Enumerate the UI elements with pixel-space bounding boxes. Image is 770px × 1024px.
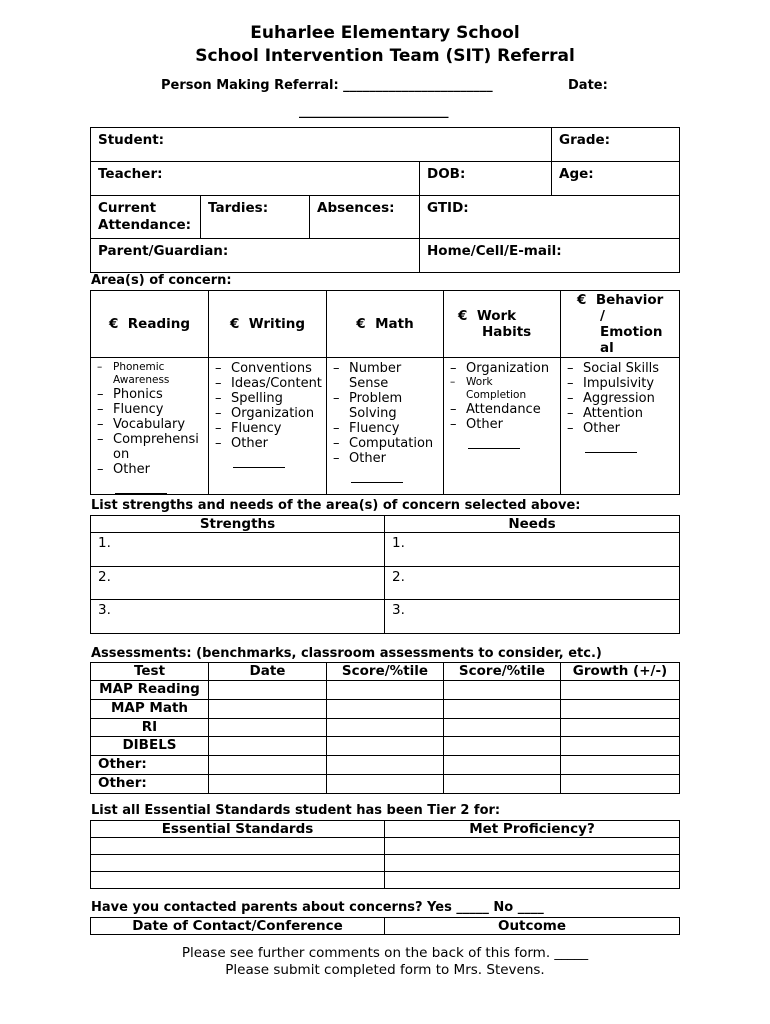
table-cell[interactable] [561, 775, 680, 794]
parent-guardian-field[interactable] [91, 239, 420, 273]
other-blank-line[interactable] [233, 455, 285, 468]
behavior-label-4: al [600, 340, 614, 356]
behavior-label-1: Behavior [595, 292, 664, 308]
person-making-referral-label: Person Making Referral: _______________________ [161, 78, 493, 93]
strength-row-1[interactable]: 1. [91, 533, 385, 567]
list-item[interactable] [97, 361, 208, 387]
table-cell[interactable] [209, 700, 327, 719]
met-proficiency-header: Met Proficiency? [385, 821, 680, 838]
strengths-needs-heading: List strengths and needs of the area(s) of concern selected above: [91, 498, 581, 513]
absences-label: Absences: [317, 200, 395, 216]
col-score-2: Score/%tile [444, 663, 561, 681]
list-item[interactable]: – Other [450, 417, 560, 432]
list-item[interactable]: – Impulsivity [567, 376, 679, 391]
parent-contact-question[interactable]: Have you contacted parents about concerns? Yes _____ No ____ [91, 900, 544, 915]
table-cell[interactable] [561, 719, 680, 737]
age-label: Age: [559, 166, 594, 182]
grade-field[interactable] [552, 128, 680, 162]
need-row-2[interactable]: 2. [385, 567, 680, 600]
reading-checkbox-icon[interactable]: € [108, 316, 119, 332]
table-cell[interactable] [444, 681, 561, 700]
writing-subitems [209, 358, 327, 495]
age-field[interactable] [552, 162, 680, 196]
list-item[interactable] [97, 432, 208, 462]
list-item[interactable] [450, 376, 560, 402]
math-checkbox-icon[interactable]: € [356, 316, 366, 332]
other-blank-line[interactable] [351, 470, 403, 483]
table-cell[interactable] [444, 719, 561, 737]
table-cell[interactable] [327, 775, 444, 794]
essential-standards-table [90, 820, 680, 889]
subitem-label: Comprehensi [113, 432, 199, 447]
area-writing[interactable] [209, 291, 327, 358]
table-cell[interactable] [209, 719, 327, 737]
tardies-field[interactable] [201, 196, 310, 239]
table-cell[interactable] [561, 756, 680, 775]
list-item[interactable]: – Fluency [215, 421, 326, 436]
table-cell[interactable] [385, 855, 680, 872]
gtid-field[interactable] [420, 196, 680, 239]
assessments-table [90, 662, 680, 794]
date-of-contact-header: Date of Contact/Conference [91, 918, 385, 935]
work-habits-subitems [444, 358, 561, 495]
list-item[interactable]: – Other [567, 421, 679, 436]
subitem-label: Work [466, 376, 493, 388]
tardies-label: Tardies: [208, 200, 269, 216]
school-name: Euharlee Elementary School [250, 23, 520, 43]
list-item[interactable]: – Fluency [97, 402, 208, 417]
test-ri: RI [91, 719, 209, 737]
subitem-label: Awareness [113, 374, 170, 386]
essential-standards-heading: List all Essential Standards student has been Tier 2 for: [91, 803, 501, 818]
subitem-label: Solving [349, 406, 397, 421]
subitem-label: Problem [349, 391, 403, 406]
table-cell[interactable] [561, 700, 680, 719]
list-item[interactable]: – Spelling [215, 391, 326, 406]
essential-standards-header: Essential Standards [91, 821, 385, 838]
work-habits-label-2: Habits [482, 324, 532, 340]
writing-checkbox-icon[interactable]: € [229, 316, 240, 332]
need-row-3[interactable]: 3. [385, 600, 680, 634]
subitem-label: Number [349, 361, 402, 376]
list-item[interactable]: – Ideas/Content [215, 376, 326, 391]
reading-label: Reading [127, 316, 191, 332]
parent-contact-table [90, 917, 680, 935]
table-cell[interactable] [209, 756, 327, 775]
student-info-table [90, 127, 680, 273]
subitem-label: Sense [349, 376, 389, 391]
date-label: Date: [568, 78, 608, 93]
teacher-field[interactable] [91, 162, 420, 196]
list-item[interactable] [333, 361, 443, 391]
table-cell[interactable] [327, 681, 444, 700]
list-item[interactable]: – Other [97, 462, 208, 477]
table-cell[interactable] [91, 855, 385, 872]
test-other-2[interactable]: Other: [91, 775, 209, 794]
table-cell[interactable] [327, 756, 444, 775]
strengths-header: Strengths [91, 516, 385, 533]
list-item[interactable] [333, 391, 443, 421]
list-item[interactable]: – Other [215, 436, 326, 451]
table-cell[interactable] [327, 719, 444, 737]
current-attendance-label-1: Current [98, 200, 157, 216]
absences-field[interactable] [310, 196, 420, 239]
footer-comments-note: Please see further comments on the back of this form. _____ [181, 945, 589, 961]
list-item[interactable]: – Attendance [450, 402, 560, 417]
table-cell[interactable] [444, 700, 561, 719]
other-blank-line[interactable] [115, 481, 167, 494]
test-other-1[interactable]: Other: [91, 756, 209, 775]
table-cell[interactable] [209, 737, 327, 756]
table-cell[interactable] [561, 737, 680, 756]
behavior-label-2: / [600, 308, 605, 324]
col-test: Test [91, 663, 209, 681]
subitem-label: Phonemic [113, 361, 165, 373]
date-line: _______________________ [299, 104, 449, 119]
dob-field[interactable] [420, 162, 552, 196]
form-title: School Intervention Team (SIT) Referral [195, 46, 575, 66]
gtid-label: GTID: [427, 200, 469, 216]
col-growth: Growth (+/-) [561, 663, 680, 681]
math-subitems [327, 358, 444, 495]
need-row-1[interactable]: 1. [385, 533, 680, 567]
table-cell[interactable] [209, 681, 327, 700]
list-item[interactable]: – Fluency [333, 421, 443, 436]
table-cell[interactable] [385, 872, 680, 889]
col-date: Date [209, 663, 327, 681]
table-cell[interactable] [209, 775, 327, 794]
subitem-label: Completion [466, 389, 527, 401]
other-blank-line[interactable] [468, 436, 520, 449]
needs-header: Needs [385, 516, 680, 533]
area-math[interactable] [327, 291, 444, 358]
areas-of-concern-heading: Area(s) of concern: [91, 273, 232, 288]
area-behavior-emotional[interactable] [561, 291, 680, 358]
grade-label: Grade: [559, 132, 611, 148]
table-cell[interactable] [91, 872, 385, 889]
math-label: Math [375, 316, 414, 332]
table-cell[interactable] [327, 737, 444, 756]
subitem-label: on [113, 447, 130, 462]
list-item[interactable]: – Phonics [97, 387, 208, 402]
strength-row-2[interactable]: 2. [91, 567, 385, 600]
writing-label: Writing [248, 316, 306, 332]
table-cell[interactable] [444, 737, 561, 756]
behavior-checkbox-icon[interactable]: € [577, 292, 587, 308]
table-cell[interactable] [444, 775, 561, 794]
strength-row-3[interactable]: 3. [91, 600, 385, 634]
footer-submit-note: Please submit completed form to Mrs. Stevens. [225, 962, 545, 978]
list-item[interactable]: – Organization [450, 361, 560, 376]
col-score-1: Score/%tile [327, 663, 444, 681]
table-cell[interactable] [327, 700, 444, 719]
work-habits-checkbox-icon[interactable]: € [458, 308, 468, 324]
behavior-subitems [561, 358, 680, 495]
home-cell-email-field[interactable] [420, 239, 680, 273]
behavior-label-3: Emotion [600, 324, 663, 340]
reading-subitems [91, 358, 209, 495]
areas-of-concern-table [90, 290, 680, 495]
list-item[interactable]: – Vocabulary [97, 417, 208, 432]
home-cell-email-label: Home/Cell/E-mail: [427, 243, 562, 259]
test-map-math: MAP Math [91, 700, 209, 719]
list-item[interactable]: – Social Skills [567, 361, 679, 376]
list-item[interactable]: – Aggression [567, 391, 679, 406]
parent-guardian-label: Parent/Guardian: [98, 243, 229, 259]
work-habits-label-1: Work [476, 308, 517, 324]
table-cell[interactable] [561, 681, 680, 700]
current-attendance-field[interactable] [91, 196, 201, 239]
area-work-habits[interactable] [444, 291, 561, 358]
table-cell[interactable] [91, 838, 385, 855]
teacher-label: Teacher: [98, 166, 163, 182]
dob-label: DOB: [427, 166, 466, 182]
other-blank-line[interactable] [585, 440, 637, 453]
list-item[interactable]: – Conventions [215, 361, 326, 376]
area-reading[interactable] [91, 291, 209, 358]
table-cell[interactable] [385, 838, 680, 855]
assessments-heading: Assessments: (benchmarks, classroom assessments to consider, etc.) [91, 646, 602, 661]
test-map-reading: MAP Reading [91, 681, 209, 700]
strengths-needs-table [90, 515, 680, 634]
student-field[interactable] [91, 128, 552, 162]
list-item[interactable]: – Other [333, 451, 443, 466]
list-item[interactable]: – Computation [333, 436, 443, 451]
test-dibels: DIBELS [91, 737, 209, 756]
current-attendance-label-2: Attendance: [98, 217, 192, 233]
student-label: Student: [98, 132, 165, 148]
table-cell[interactable] [444, 756, 561, 775]
list-item[interactable]: – Attention [567, 406, 679, 421]
outcome-header: Outcome [385, 918, 680, 935]
list-item[interactable]: – Organization [215, 406, 326, 421]
